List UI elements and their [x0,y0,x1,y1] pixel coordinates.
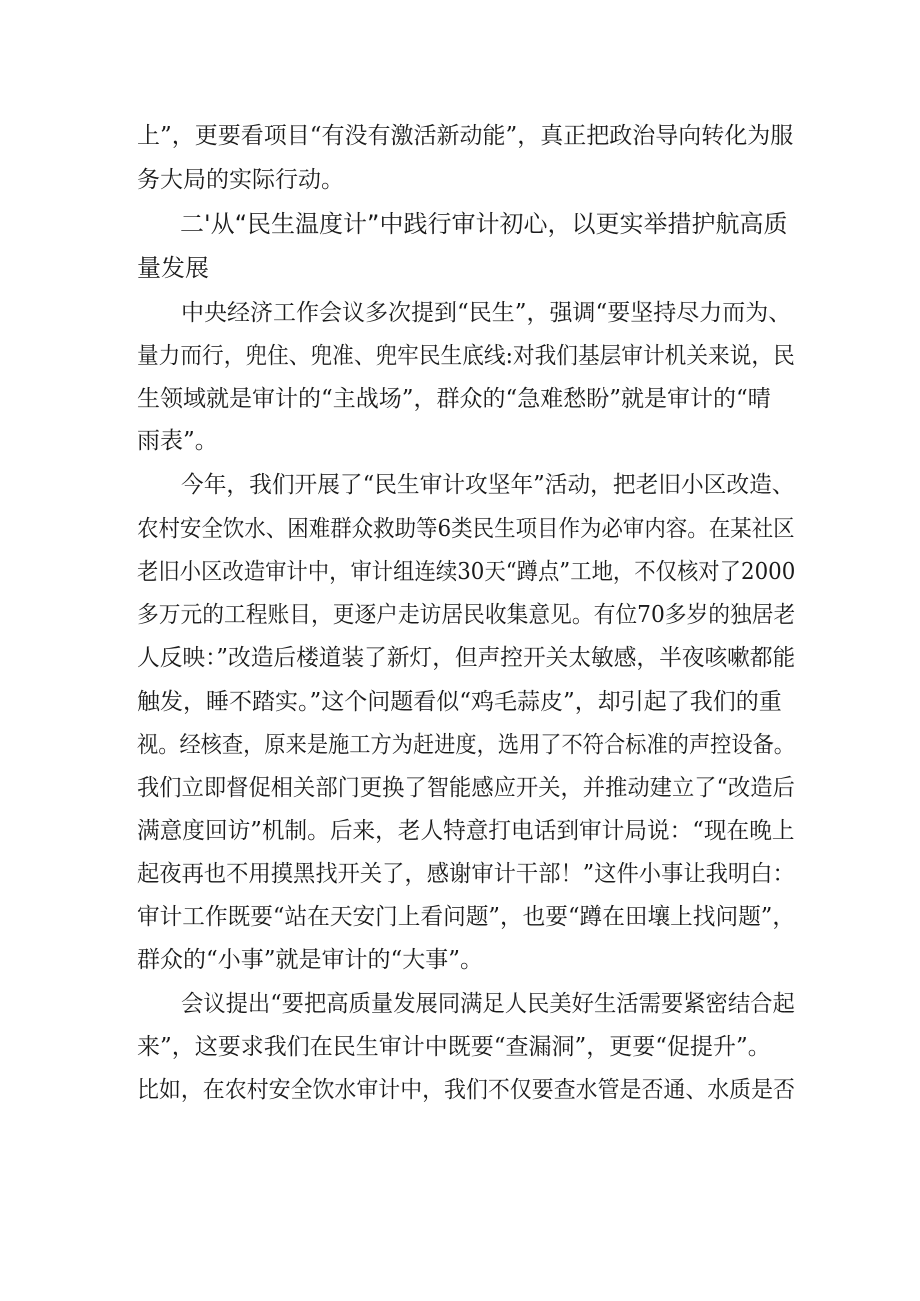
text-line: 生领域就是审计的“主战场”，群众的“急难愁盼”就是审计的“晴 [137,386,771,412]
text-line: 量力而行，兜住、兜准、兜牢民生底线:对我们基层审计机关来说，民 [137,343,795,369]
text-line: 比如，在农村安全饮水审计中，我们不仅要查水管是否通、水质是否 [137,1077,795,1103]
text-line: 触发，睡不踏实。”这个问题看似“鸡毛蒜皮”，却引起了我们的重 [137,689,782,715]
text-line: 雨表”。 [137,428,218,454]
text-line: 中央经济工作会议多次提到“民生”，强调“要坚持尽力而为、 [181,300,792,326]
text-line: 务大局的实际行动。 [137,167,344,193]
text-line: 我们立即督促相关部门更换了智能感应开关，并推动建立了“改造后 [137,775,795,801]
text-line: 上”，更要看项目“有没有激活新动能”，真正把政治导向转化为服 [137,123,794,149]
text-line: 群众的“小事”就是审计的“大事”。 [137,947,484,973]
text-line: 满意度回访”机制。后来，老人特意打电话到审计局说：“现在晚上 [137,818,795,844]
section-heading: 量发展 [137,254,209,282]
text-line: 人反映：”改造后楼道装了新灯，但声控开关太敏感，半夜咳嗽都能 [137,645,796,671]
section-heading: 二'从“民生温度计”中践行审计初心，以更实举措护航高质 [180,210,788,238]
text-line: 来”，这要求我们在民生审计中既要“查漏洞”，更要“促提升”。 [137,1034,771,1060]
text-line: 农村安全饮水、困难群众救助等6类民生项目作为必审内容。在某社区 [137,516,795,542]
text-line: 视。经核查，原来是施工方为赶进度，选用了不符合标准的声控设备。 [137,732,796,758]
text-line: 老旧小区改造审计中，审计组连续30天“蹲点”工地，不仅核对了2000 [137,559,796,585]
text-line: 起夜再也不用摸黑找开关了，感谢审计干部！”这件小事让我明白： [137,861,795,887]
text-line: 审计工作既要“站在天安门上看问题”，也要“蹲在田壤上找问题”， [137,904,796,930]
text-line: 今年，我们开展了“民生审计攻坚年”活动，把老旧小区改造、 [181,472,795,498]
text-line: 多万元的工程账目，更逐户走访居民收集意见。有位70多岁的独居老 [137,602,796,628]
text-line: 会议提出“要把高质量发展同满足人民美好生活需要紧密结合起 [181,991,795,1017]
